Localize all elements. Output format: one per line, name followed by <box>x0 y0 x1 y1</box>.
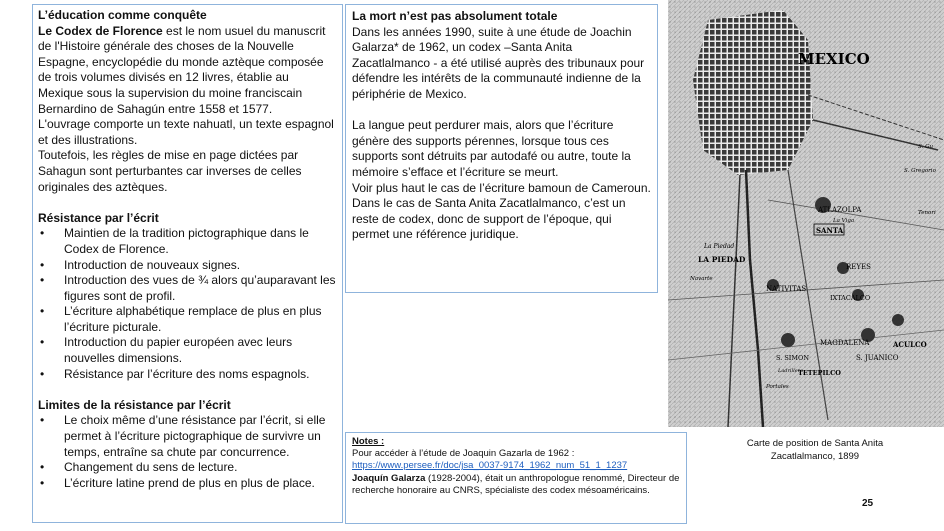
map-caption <box>700 438 930 463</box>
notes-heading: Notes : <box>352 436 385 447</box>
limits-title: Limites de la résistance par l’écrit <box>38 397 231 412</box>
left-heading: L’éducation comme conquête <box>38 8 207 22</box>
limits-list <box>38 413 336 491</box>
galarza-text: (1928-2004), était un anthropologue renommé, Directeur de recherche honoraire au CNRS, spécialiste des codex mésoaméricains. <box>352 472 680 496</box>
map-label-portales: Portales <box>766 384 789 390</box>
map-label-aculco: ACULCO <box>893 340 927 349</box>
map-label-nativitas: NATIVITAS <box>766 285 807 293</box>
paragraph-2: L'ouvrage comporte un texte nahuatl, un texte espagnol et des illustrations. <box>38 117 334 147</box>
map-label-juanico: S. JUANICO <box>856 354 899 362</box>
map-label-mexico: MEXICO <box>798 50 870 68</box>
list-item: • Introduction de nouveaux signes. <box>38 258 336 274</box>
notes-line-1: Pour accéder à l’étude de Joaquin Gazarla de 1962 : <box>352 448 575 460</box>
map-label-s-guzman: S. Gu <box>918 144 934 150</box>
middle-paragraph-1: Dans les années 1990, suite à une étude de Joachin Galarza* de 1962, un codex –Santa Anita Zacatlalmanco - a été utilisé auprès des tribunaux pour défendre les intérêts de la communauté indienne de la périphérie de Mexico. <box>352 24 645 101</box>
galarza-note <box>352 473 680 497</box>
list-item: • L’écriture alphabétique remplace de plus en plus l’écriture picturale. <box>38 304 336 335</box>
list-item: • Le choix même d’une résistance par l’écrit, si elle permet à l’écriture pictographique de survivre un temps, entraîne sa chute par concurrence. <box>38 413 336 460</box>
map-label-tetepilco: TETEPILCO <box>798 369 841 377</box>
map-label-ixtacalco: IXTACALCO <box>830 294 871 302</box>
left-text-box <box>32 4 343 523</box>
map-label-navarte: Navarte <box>690 276 713 282</box>
paragraph-3: Toutefois, les règles de mise en page dictées par Sahagun sont perturbantes car inverses de celles originales des aztèques. <box>38 148 302 194</box>
map-label-la-piedad: LA PIEDAD <box>698 255 746 264</box>
list-item: • Maintien de la tradition pictographique dans le Codex de Florence. <box>38 226 336 257</box>
resistance-list <box>38 226 336 382</box>
map-label-magdalena: MAGDALENA <box>820 339 870 347</box>
page-number: 25 <box>862 498 874 509</box>
middle-paragraph-2: La langue peut perdurer mais, alors que l’écriture génère des supports pérennes, lorsque tous ces supports sont détruits par autodafé ou autre, toute la mémoire s’efface et l’écriture se meurt. <box>352 118 631 179</box>
list-item: • Introduction des vues de ¾ alors qu’auparavant les figures sont de profil. <box>38 273 336 304</box>
historic-map-image <box>668 0 944 427</box>
list-item: • Résistance par l’écriture des noms espagnols. <box>38 367 336 383</box>
middle-paragraph-3: Voir plus haut le cas de l’écriture bamoun de Cameroun. <box>352 180 651 195</box>
list-item: • Introduction du papier européen avec leurs nouvelles dimensions. <box>38 335 336 366</box>
persee-link[interactable]: https://www.persee.fr/doc/jsa_0037-9174_1962_num_51_1_1237 <box>352 460 628 472</box>
list-item: • Changement du sens de lecture. <box>38 460 336 476</box>
map-label-santa: SANTA <box>816 226 844 235</box>
map-label-tenoria: Tenori <box>918 210 936 216</box>
resistance-title: Résistance par l’écrit <box>38 210 159 225</box>
map-label-la-viga: La Viga <box>833 218 855 224</box>
middle-paragraph-4: Dans le cas de Santa Anita Zacatlalmanco, c’est un reste de codex, donc de support de l’époque, qui permet une référence juridique. <box>352 196 626 242</box>
notes-box <box>345 432 687 524</box>
map-label-la-piedad-small: La Piedad <box>704 243 735 250</box>
map-label-s-simon: S. SIMON <box>776 354 810 362</box>
middle-heading: La mort n’est pas absolument totale <box>352 9 558 23</box>
intro-paragraph <box>38 24 336 118</box>
map-label-atlazolpa: ATLAZOLPA <box>818 206 862 214</box>
caption-line-2: Zacatlalmanco, 1899 <box>770 450 860 462</box>
galarza-name: Joaquín Galarza <box>352 472 426 484</box>
middle-text-box <box>345 4 658 293</box>
map-label-reyes: REYES <box>846 263 871 271</box>
codex-name: Le Codex de Florence <box>38 23 163 38</box>
map-label-s-gregorio: S. Gregorio <box>904 168 936 174</box>
caption-line-1: Carte de position de Santa Anita <box>746 438 884 449</box>
map-label-ladrillera: Ladrillera <box>778 368 804 374</box>
list-item: • L’écriture latine prend de plus en plus de place. <box>38 476 336 492</box>
city-grid <box>693 10 813 175</box>
intro-text: est le nom usuel du manuscrit de l'Histoire générale des choses de la Nouvelle Espagne, encyclopédie du monde aztèque composée de trois volumes divisés en 12 livres, établie au Mexique sous la supervision du moine franciscain Bernardino de Sahagún entre 1558 et 1577. <box>38 23 326 116</box>
